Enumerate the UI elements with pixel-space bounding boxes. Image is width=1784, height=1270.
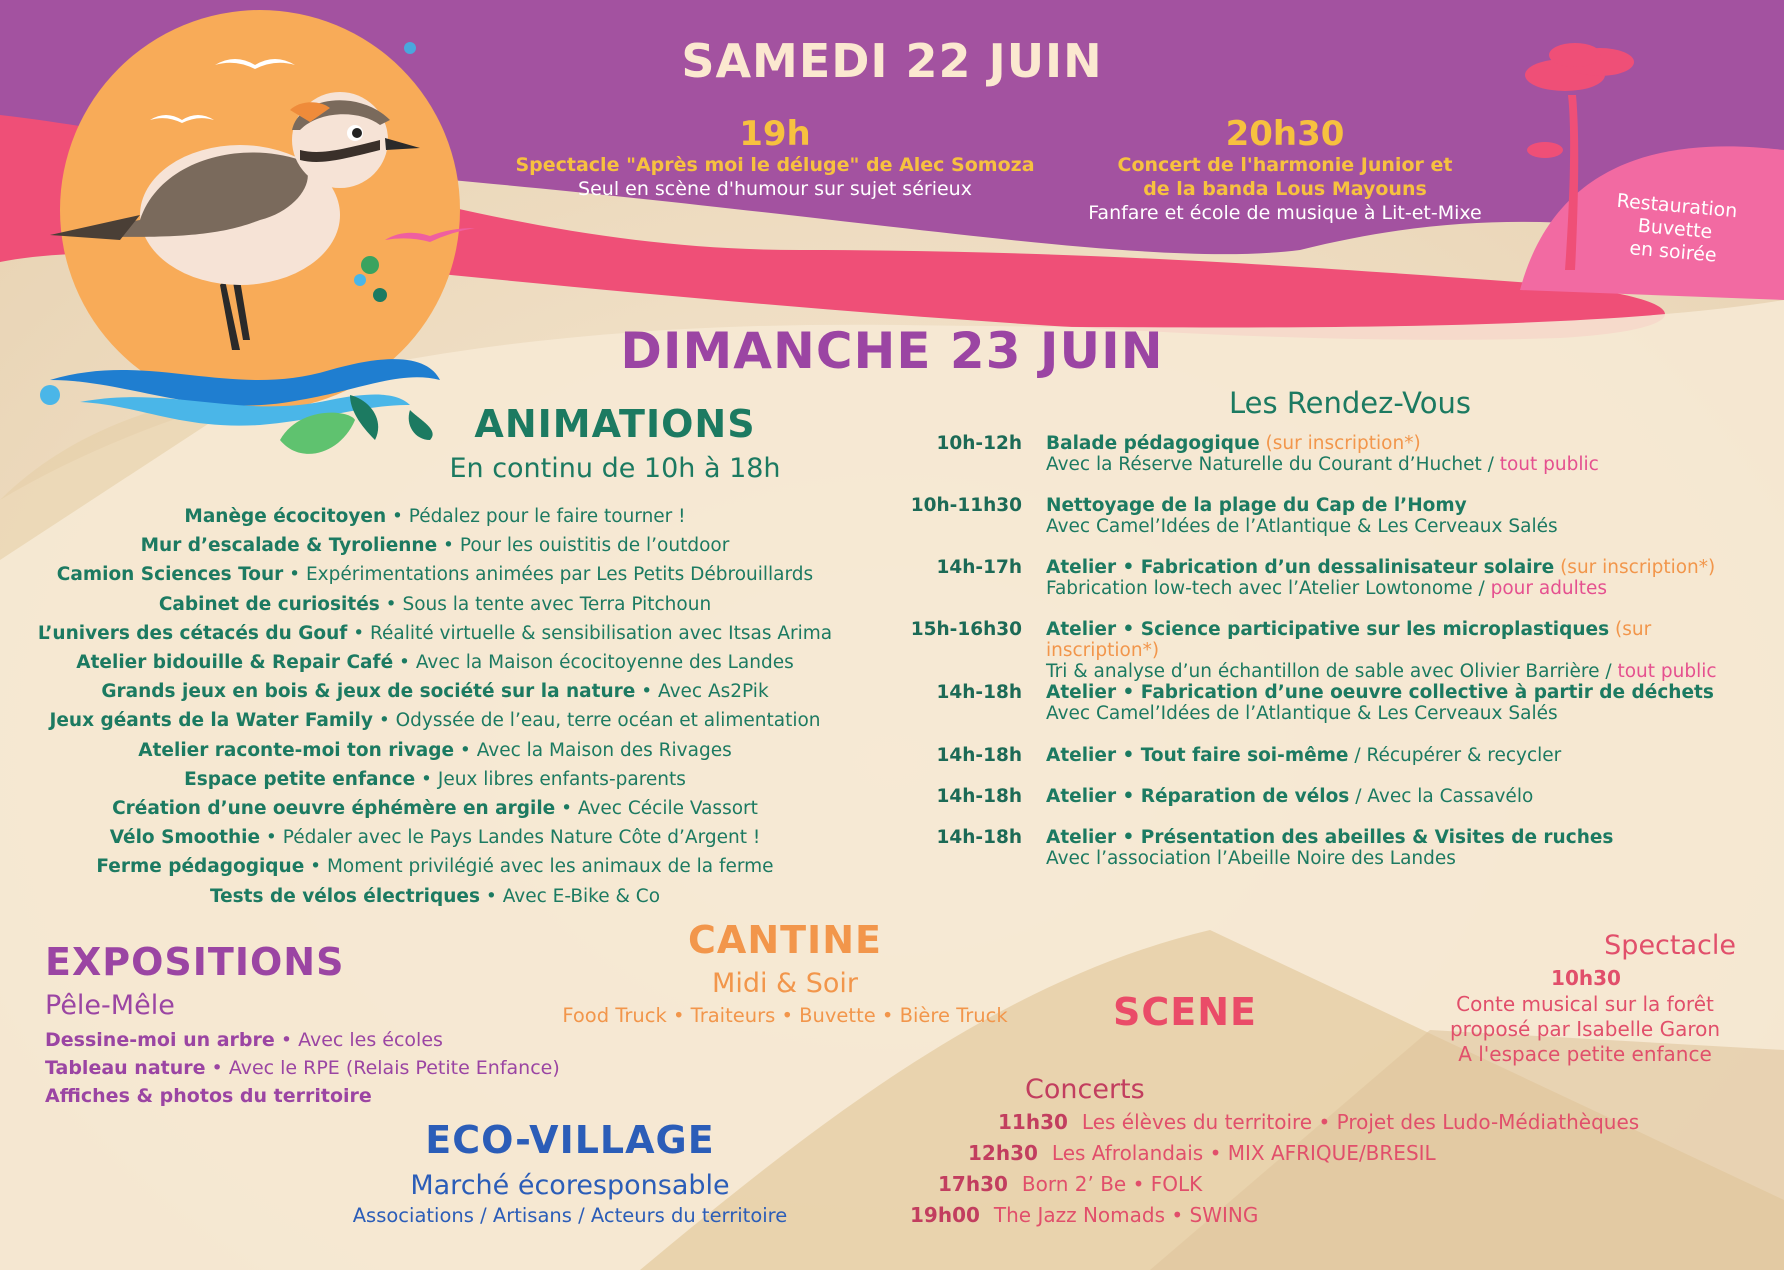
resto-line: en soirée xyxy=(1628,237,1718,267)
animation-name: Cabinet de curiosités xyxy=(158,593,380,615)
rendezvous-item xyxy=(880,827,1760,877)
animations-title: ANIMATIONS xyxy=(474,402,756,446)
rendezvous-line1 xyxy=(1046,786,1766,807)
animation-item xyxy=(30,648,840,677)
spectacle-time: 10h30 xyxy=(1551,966,1621,990)
bullet-separator: • xyxy=(393,652,416,674)
animation-name: Création d’une oeuvre éphémère en argile xyxy=(112,798,556,820)
rendezvous-inline: / Avec la Cassavélo xyxy=(1349,786,1534,807)
audience-tag: tout public xyxy=(1499,454,1599,475)
bullet-separator: • xyxy=(437,535,460,557)
spectacle-title: Spectacle xyxy=(1604,930,1736,961)
cantine-line: Food Truck • Traiteurs • Buvette • Bière Truck xyxy=(562,1004,1008,1027)
animation-item xyxy=(30,619,840,648)
animation-name: Jeux géants de la Water Family xyxy=(49,710,373,732)
rendezvous-title: Nettoyage de la plage du Cap de l’Homy xyxy=(1046,495,1467,516)
concert-item xyxy=(910,1203,1258,1227)
rendezvous-body xyxy=(1046,745,1766,766)
animation-name: Espace petite enfance xyxy=(184,768,416,790)
rendezvous-detail: Avec l’association l’Abeille Noire des Landes xyxy=(1046,848,1456,869)
rendezvous-title: Atelier • Réparation de vélos xyxy=(1046,786,1350,807)
exposition-item xyxy=(45,1026,560,1054)
rendezvous-line2 xyxy=(1046,454,1766,475)
animation-desc: Avec la Maison des Rivages xyxy=(476,739,732,761)
animation-item xyxy=(30,765,840,794)
bullet-separator: • xyxy=(415,768,438,790)
rendezvous-line1 xyxy=(1046,619,1766,661)
rendezvous-line2 xyxy=(1046,848,1766,869)
rendezvous-line2 xyxy=(1046,703,1766,724)
exposition-desc: Avec le RPE (Relais Petite Enfance) xyxy=(228,1057,560,1079)
animation-name: Manège écocitoyen xyxy=(184,506,387,527)
audience-tag: pour adultes xyxy=(1490,578,1608,599)
rendezvous-item xyxy=(880,557,1760,607)
ecovillage-title: ECO-VILLAGE xyxy=(425,1118,715,1162)
rendezvous-time: 10h-11h30 xyxy=(910,495,1022,516)
rendezvous-detail: Tri & analyse d’un échantillon de sable avec Olivier Barrière / xyxy=(1046,661,1618,682)
animation-desc: Avec la Maison écocitoyenne des Landes xyxy=(415,652,794,674)
rendezvous-body xyxy=(1046,786,1766,807)
animation-desc: Réalité virtuelle & sensibilisation avec Itsas Arima xyxy=(370,622,833,644)
animation-desc: Odyssée de l’eau, terre océan et alimentation xyxy=(395,710,821,732)
sunday-title: DIMANCHE 23 JUIN xyxy=(620,322,1164,380)
rendezvous-detail: Avec Camel’Idées de l’Atlantique & Les Cerveaux Salés xyxy=(1046,703,1558,724)
event-time: 20h30 xyxy=(1225,114,1345,154)
animation-item xyxy=(30,736,840,765)
saturday-title: SAMEDI 22 JUIN xyxy=(681,34,1103,88)
spectacle-line: proposé par Isabelle Garon xyxy=(1449,1017,1721,1041)
bullet-separator: • xyxy=(480,885,503,907)
animation-desc: Pédalez pour le faire tourner ! xyxy=(408,506,686,527)
animation-item xyxy=(30,560,840,589)
registration-tag: (sur inscription*) xyxy=(1265,433,1421,454)
bullet-separator: • xyxy=(386,506,409,527)
spectacle-line: A l'espace petite enfance xyxy=(1458,1042,1712,1066)
rendezvous-line2 xyxy=(1046,661,1766,682)
rendezvous-time: 14h-18h xyxy=(936,745,1022,766)
scene-title: SCENE xyxy=(1113,990,1257,1034)
animation-desc: Pédaler avec le Pays Landes Nature Côte d’Argent ! xyxy=(282,827,761,849)
animation-name: Mur d’escalade & Tyrolienne xyxy=(140,535,438,557)
bullet-separator: • xyxy=(454,739,477,761)
rendezvous-body xyxy=(1046,433,1766,475)
animation-desc: Sous la tente avec Terra Pitchoun xyxy=(402,593,712,615)
rendezvous-detail: Fabrication low-tech avec l’Atelier Lowtonome / xyxy=(1046,578,1491,599)
event-time: 19h xyxy=(739,114,811,154)
animation-item xyxy=(30,823,840,852)
ecovillage-subtitle: Marché écoresponsable xyxy=(410,1170,730,1201)
animation-desc: Avec E-Bike & Co xyxy=(502,885,661,907)
rendezvous-item xyxy=(880,433,1760,483)
animation-item xyxy=(30,531,840,560)
rendezvous-line1 xyxy=(1046,495,1766,516)
rendezvous-detail: Avec la Réserve Naturelle du Courant d’Huchet / xyxy=(1046,454,1500,475)
registration-tag: (sur inscription*) xyxy=(1560,557,1716,578)
concert-item xyxy=(938,1172,1202,1196)
concert-time: 19h00 xyxy=(910,1203,980,1227)
rendezvous-title: Atelier • Tout faire soi-même xyxy=(1046,745,1349,766)
animation-item xyxy=(30,677,840,706)
concert-time: 12h30 xyxy=(968,1141,1038,1165)
registration-tag: (sur inscription*) xyxy=(1046,619,1652,661)
rendezvous-time: 14h-18h xyxy=(936,827,1022,848)
expositions-subtitle: Pêle-Mêle xyxy=(45,990,175,1021)
concert-desc: Born 2’ Be • FOLK xyxy=(1021,1172,1203,1196)
concert-time: 17h30 xyxy=(938,1172,1008,1196)
animation-desc: Avec Cécile Vassort xyxy=(577,798,758,820)
animation-desc: Jeux libres enfants-parents xyxy=(437,768,686,790)
rendezvous-title: Atelier • Fabrication d’un dessalinisateur solaire xyxy=(1046,557,1555,578)
rendezvous-title: Atelier • Fabrication d’une oeuvre collective à partir de déchets xyxy=(1046,682,1714,703)
rendezvous-line1 xyxy=(1046,557,1766,578)
bullet-separator: • xyxy=(274,1029,299,1051)
bullet-separator: • xyxy=(260,827,283,849)
rendezvous-line1 xyxy=(1046,433,1766,454)
rendezvous-time: 14h-18h xyxy=(936,682,1022,703)
exposition-name: Affiches & photos du territoire xyxy=(45,1085,372,1107)
animations-list xyxy=(30,502,840,911)
animation-desc: Expérimentations animées par Les Petits Débrouillards xyxy=(305,564,814,586)
expositions-list xyxy=(45,1026,560,1110)
rendezvous-item xyxy=(880,619,1760,682)
rendezvous-time: 15h-16h30 xyxy=(910,619,1022,640)
concert-time: 11h30 xyxy=(998,1110,1068,1134)
exposition-desc: Avec les écoles xyxy=(298,1029,443,1051)
saturday-event-2 xyxy=(1040,115,1530,225)
rendezvous-title: Balade pédagogique xyxy=(1046,433,1260,454)
rendezvous-time: 14h-18h xyxy=(936,786,1022,807)
bullet-separator: • xyxy=(283,564,306,586)
rendezvous-body xyxy=(1046,557,1766,599)
animation-name: Vélo Smoothie xyxy=(109,827,261,849)
animations-subtitle: En continu de 10h à 18h xyxy=(449,453,781,484)
concerts-title: Concerts xyxy=(1025,1074,1145,1105)
animation-item xyxy=(30,794,840,823)
saturday-event-1 xyxy=(480,115,1070,201)
animation-desc: Avec As2Pik xyxy=(658,681,769,703)
spectacle-desc xyxy=(1420,992,1750,1067)
event-name: Spectacle "Après moi le déluge" de Alec Somoza xyxy=(515,154,1035,176)
concert-desc: The Jazz Nomads • SWING xyxy=(993,1203,1259,1227)
event-desc: Seul en scène d'humour sur sujet sérieux xyxy=(578,178,972,200)
rendezvous-title: Les Rendez-Vous xyxy=(1229,386,1471,420)
rendezvous-title: Atelier • Présentation des abeilles & Visites de ruches xyxy=(1046,827,1614,848)
audience-tag: tout public xyxy=(1617,661,1717,682)
rendezvous-line1 xyxy=(1046,682,1766,703)
exposition-name: Tableau nature xyxy=(45,1057,206,1079)
animation-desc: Moment privilégié avec les animaux de la ferme xyxy=(326,856,774,878)
bullet-separator: • xyxy=(635,681,659,703)
event-desc: Fanfare et école de musique à Lit-et-Mixe xyxy=(1088,202,1482,224)
animation-item xyxy=(30,882,840,911)
bullet-separator: • xyxy=(304,856,327,878)
rendezvous-body xyxy=(1046,495,1766,537)
animation-item xyxy=(30,590,840,619)
concert-desc: Les élèves du territoire • Projet des Ludo-Médiathèques xyxy=(1081,1110,1640,1134)
rendezvous-line1 xyxy=(1046,827,1766,848)
animation-item xyxy=(30,706,840,735)
animation-name: Camion Sciences Tour xyxy=(56,564,284,586)
resto-line: Restauration xyxy=(1615,189,1739,223)
rendezvous-detail: Avec Camel’Idées de l’Atlantique & Les Cerveaux Salés xyxy=(1046,516,1558,537)
resto-line: Buvette xyxy=(1636,214,1714,244)
ecovillage-line: Associations / Artisans / Acteurs du territoire xyxy=(352,1204,788,1227)
rendezvous-body xyxy=(1046,682,1766,724)
bullet-separator: • xyxy=(347,622,371,644)
rendezvous-line2 xyxy=(1046,516,1766,537)
bullet-separator: • xyxy=(555,798,578,820)
bullet-separator: • xyxy=(379,593,403,615)
exposition-item xyxy=(45,1054,560,1082)
rendezvous-line1 xyxy=(1046,745,1766,766)
bullet-separator: • xyxy=(205,1057,229,1079)
event-name-line2: de la banda Lous Mayouns xyxy=(1143,178,1427,200)
animation-name: Atelier bidouille & Repair Café xyxy=(76,652,394,674)
spectacle-line: Conte musical sur la forêt xyxy=(1456,992,1714,1016)
rendezvous-line2 xyxy=(1046,578,1766,599)
animation-name: Tests de vélos électriques xyxy=(209,885,480,907)
animation-name: Grands jeux en bois & jeux de société sur la nature xyxy=(101,681,636,703)
rendezvous-item xyxy=(880,682,1760,732)
exposition-item xyxy=(45,1082,560,1110)
concert-desc: Les Afrolandais • MIX AFRIQUE/BRESIL xyxy=(1051,1141,1436,1165)
animation-item xyxy=(30,852,840,881)
rendezvous-time: 10h-12h xyxy=(936,433,1022,454)
exposition-name: Dessine-moi un arbre xyxy=(45,1029,275,1051)
animation-name: Ferme pédagogique xyxy=(96,856,305,878)
concert-item xyxy=(998,1110,1639,1134)
animation-desc: Pour les ouistitis de l’outdoor xyxy=(459,535,730,557)
rendezvous-body xyxy=(1046,827,1766,869)
rendezvous-inline: / Récupérer & recycler xyxy=(1348,745,1562,766)
cantine-subtitle: Midi & Soir xyxy=(712,968,858,999)
cantine-title: CANTINE xyxy=(688,918,882,962)
rendezvous-title: Atelier • Science participative sur les microplastiques xyxy=(1046,619,1610,640)
concert-item xyxy=(968,1141,1436,1165)
animation-name: L’univers des cétacés du Gouf xyxy=(37,622,348,644)
rendezvous-body xyxy=(1046,619,1766,682)
expositions-title: EXPOSITIONS xyxy=(45,940,345,984)
animation-name: Atelier raconte-moi ton rivage xyxy=(138,739,455,761)
bullet-separator: • xyxy=(372,710,396,732)
event-name: Concert de l'harmonie Junior et xyxy=(1117,154,1453,176)
rendezvous-time: 14h-17h xyxy=(936,557,1022,578)
rendezvous-item xyxy=(880,495,1760,545)
animation-item xyxy=(30,502,840,531)
